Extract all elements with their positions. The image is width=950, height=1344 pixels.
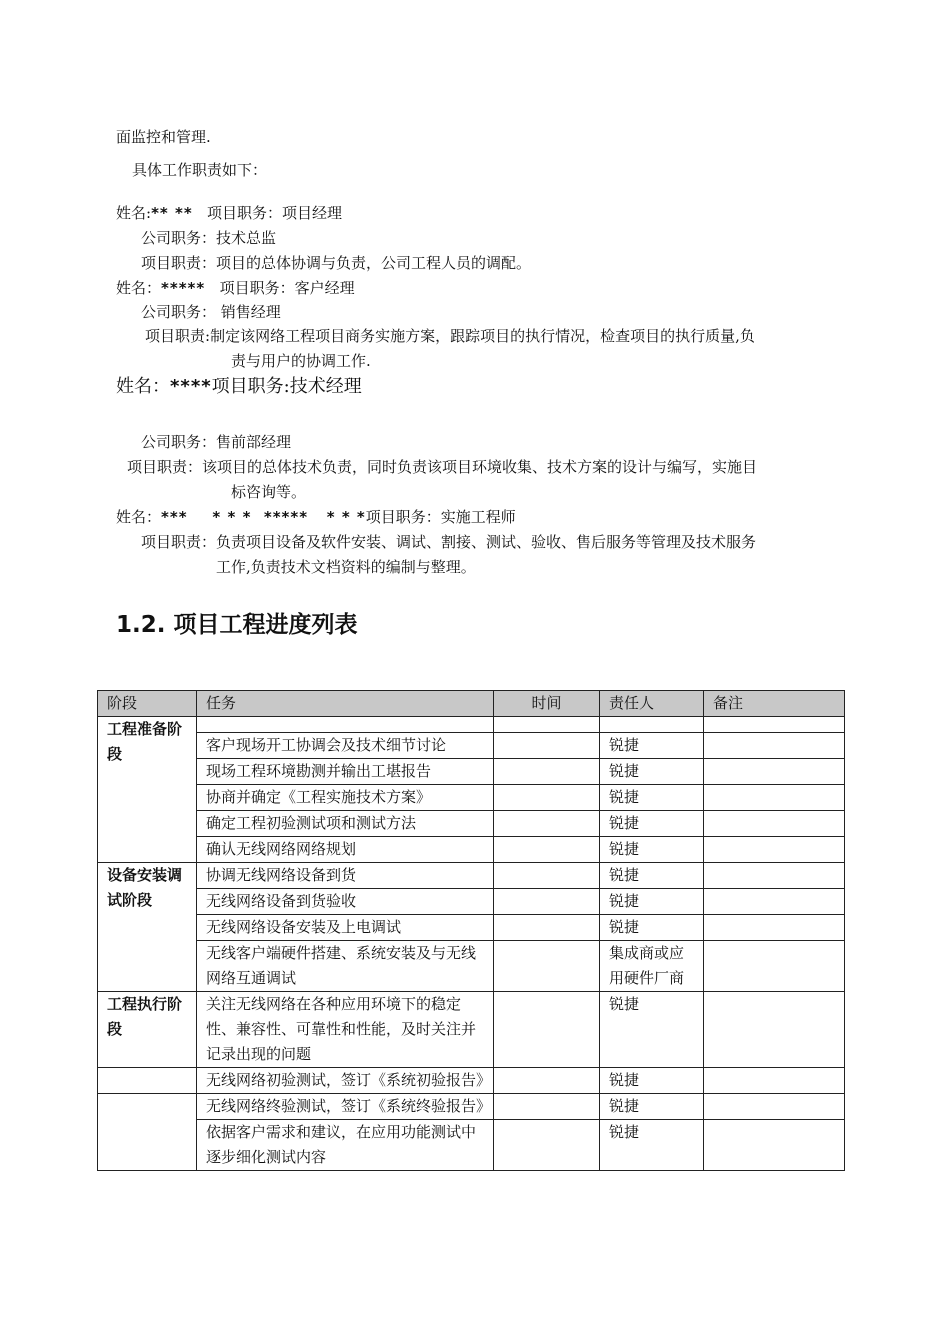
progress-table [97,690,845,1171]
task-cell: 确定工程初验测试项和测试方法 [197,811,494,837]
staff-name-line [116,203,342,223]
name-label: 姓名： [116,376,170,397]
remark-cell [704,863,845,889]
time-cell [494,941,600,992]
duty-line [141,253,531,273]
section-title: 1.2. 项目工程进度列表 [116,612,358,638]
role: 项目职务:技术经理 [211,376,362,397]
duty-label: 项目职责: [145,327,211,345]
stage-cell: 工程准备阶段 [98,717,197,863]
task-cell: 确认无线网络网络规划 [197,837,494,863]
task-cell: 依据客户需求和建议，在应用功能测试中逐步细化测试内容 [197,1120,494,1171]
table-row [98,733,845,759]
table-row [98,1094,845,1120]
remark-cell [704,915,845,941]
owner-cell: 锐捷 [600,889,704,915]
name-label: 姓名： [116,508,162,526]
intro-line: 面监控和管理. [116,128,211,146]
duty-line [141,532,756,552]
time-cell [494,717,600,733]
task-cell: 无线网络终验测试，签订《系统终验报告》 [197,1094,494,1120]
task-cell: 无线网络设备安装及上电调试 [197,915,494,941]
owner-cell: 锐捷 [600,1068,704,1094]
stage-cell [98,1094,197,1171]
table-header-row [98,691,845,717]
table-row [98,759,845,785]
stage-cell [98,1068,197,1094]
owner-cell: 锐捷 [600,785,704,811]
time-cell [494,759,600,785]
duty-text: 负责项目设备及软件安装、调试、割接、测试、验收、售后服务等管理及技术服务 [216,533,757,551]
table-row [98,785,845,811]
table-row [98,1068,845,1094]
remark-cell [704,759,845,785]
role: 项目职务：项目经理 [206,204,342,222]
name-value: ***** [161,279,206,297]
remark-cell [704,733,845,759]
table-row [98,992,845,1068]
company-role: 公司职务： 销售经理 [141,303,281,321]
owner-cell: 锐捷 [600,1094,704,1120]
table-row [98,1120,845,1171]
remark-cell [704,785,845,811]
name-label: 姓名： [116,279,162,297]
time-cell [494,1094,600,1120]
time-cell [494,992,600,1068]
staff-name-line [116,375,362,399]
remark-cell [704,837,845,863]
remark-cell [704,941,845,992]
owner-cell: 锐捷 [600,1120,704,1171]
duty-text: 该项目的总体技术负责，同时负责该项目环境收集、技术方案的设计与编写，实施目 [202,458,758,476]
remark-cell [704,811,845,837]
name-value: *** * * * ***** * * * [161,508,366,526]
duty-line: 标咨询等。 [231,483,307,501]
task-cell: 无线客户端硬件搭建、系统安装及与无线网络互通调试 [197,941,494,992]
duty-text: 项目的总体协调与负责，公司工程人员的调配。 [216,254,532,272]
name-label: 姓名: [116,204,152,222]
remark-cell [704,1094,845,1120]
duty-line: 工作,负责技术文档资料的编制与整理。 [216,558,476,576]
table-row [98,811,845,837]
duty-label: 项目职责： [127,458,203,476]
stage-cell: 设备安装调试阶段 [98,863,197,992]
header-remark: 备注 [704,691,845,717]
task-cell: 协商并确定《工程实施技术方案》 [197,785,494,811]
owner-cell: 锐捷 [600,811,704,837]
owner-cell: 锐捷 [600,733,704,759]
task-cell: 无线网络初验测试，签订《系统初验报告》 [197,1068,494,1094]
staff-name-line [116,507,516,527]
table-row [98,915,845,941]
remark-cell [704,717,845,733]
duty-label: 项目职责： [141,533,217,551]
time-cell [494,811,600,837]
time-cell [494,915,600,941]
name-value: ** ** [151,204,193,222]
remark-cell [704,1120,845,1171]
time-cell [494,785,600,811]
header-owner: 责任人 [600,691,704,717]
duty-text: 制定该网络工程项目商务实施方案，跟踪项目的执行情况，检查项目的执行质量,负 [210,327,755,345]
task-cell: 关注无线网络在各种应用环境下的稳定性、兼容性、可靠性和性能，及时关注并记录出现的问题 [197,992,494,1068]
duty-line [145,326,755,346]
intro-line: 具体工作职责如下： [132,161,268,179]
owner-cell: 锐捷 [600,992,704,1068]
name-value: **** [170,376,212,397]
time-cell [494,733,600,759]
time-cell [494,889,600,915]
duty-line [127,457,757,477]
time-cell [494,837,600,863]
remark-cell [704,992,845,1068]
header-task: 任务 [197,691,494,717]
company-role: 公司职务：售前部经理 [141,433,292,451]
header-stage: 阶段 [98,691,197,717]
task-cell: 无线网络设备到货验收 [197,889,494,915]
table-row [98,889,845,915]
stage-cell: 工程执行阶段 [98,992,197,1068]
task-cell: 现场工程环境勘测并输出工堪报告 [197,759,494,785]
owner-cell: 锐捷 [600,837,704,863]
duty-line: 责与用户的协调工作. [231,352,371,370]
task-cell [197,717,494,733]
remark-cell [704,889,845,915]
remark-cell [704,1068,845,1094]
table-row [98,941,845,992]
table-row [98,717,845,733]
time-cell [494,1120,600,1171]
duty-label: 项目职责： [141,254,217,272]
task-cell: 协调无线网络设备到货 [197,863,494,889]
owner-cell: 锐捷 [600,863,704,889]
task-cell: 客户现场开工协调会及技术细节讨论 [197,733,494,759]
owner-cell: 锐捷 [600,759,704,785]
company-role: 公司职务：技术总监 [141,229,277,247]
time-cell [494,1068,600,1094]
owner-cell: 锐捷 [600,915,704,941]
role: 项目职务：客户经理 [219,279,355,297]
owner-cell: 集成商或应用硬件厂商 [600,941,704,992]
staff-name-line [116,278,355,298]
table-row [98,863,845,889]
role: 项目职务：实施工程师 [365,508,516,526]
table-row [98,837,845,863]
time-cell [494,863,600,889]
header-time: 时间 [494,691,600,717]
owner-cell [600,717,704,733]
